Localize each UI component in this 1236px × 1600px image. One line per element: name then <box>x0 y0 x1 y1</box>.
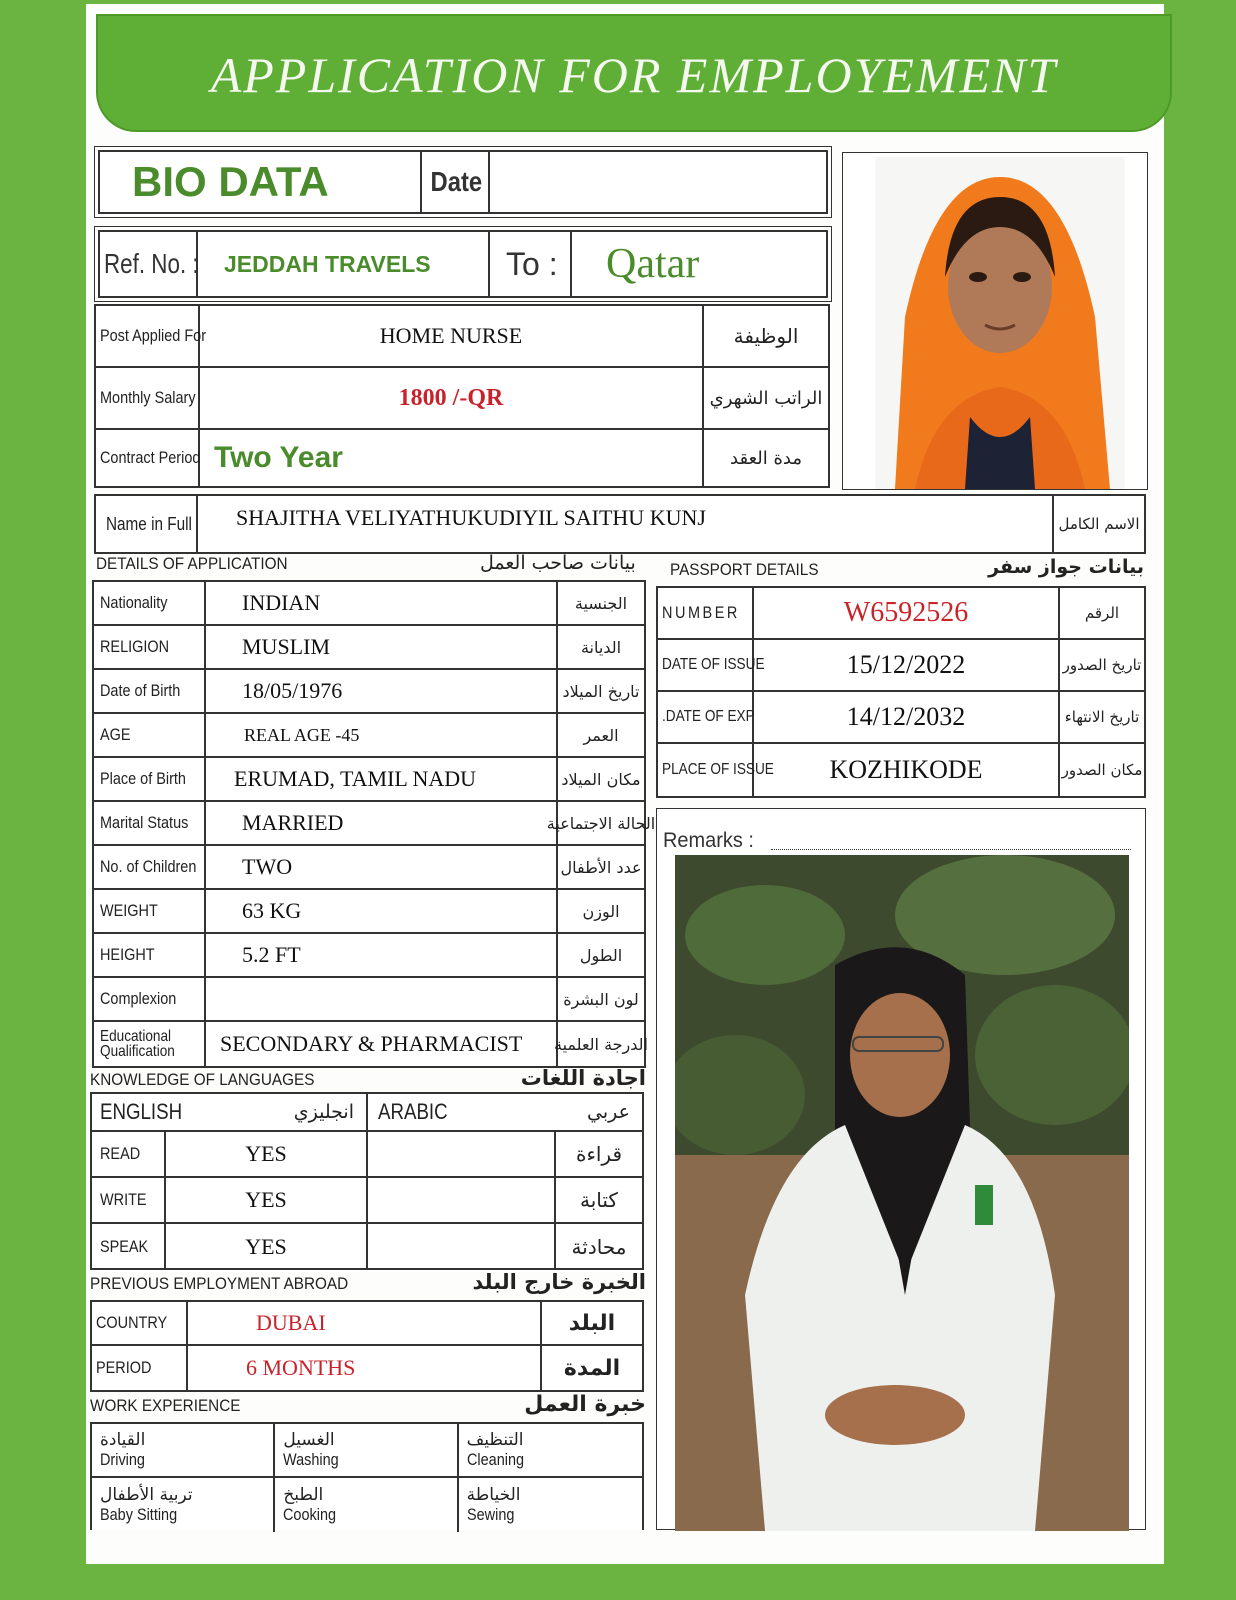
passport-ar: مكان الصدور <box>1061 761 1143 779</box>
passport-value: W6592526 <box>843 597 969 628</box>
arabic-ar: عربي <box>587 1101 630 1123</box>
country-label-cell <box>92 1302 188 1346</box>
detail-value-cell <box>206 802 558 846</box>
passport-value-cell <box>754 640 1060 692</box>
post-value: HOME NURSE <box>379 323 523 348</box>
country-label: COUNTRY <box>96 1313 168 1332</box>
detail-value: 18/05/1976 <box>242 678 343 703</box>
lang-english-value: YES <box>245 1187 287 1212</box>
detail-value: 5.2 FT <box>242 942 301 967</box>
detail-value: INDIAN <box>242 590 321 615</box>
detail-ar: الحالة الاجتماعية <box>546 813 656 833</box>
work-table <box>90 1422 644 1530</box>
passport-value-cell <box>754 692 1060 744</box>
passport-value: KOZHIKODE <box>829 755 983 784</box>
detail-ar-cell <box>558 846 644 890</box>
work-item-ar: التنظيف <box>466 1430 524 1450</box>
name-label-cell <box>96 496 198 552</box>
passport-value-cell <box>754 588 1060 640</box>
detail-label-cell <box>94 978 206 1022</box>
passport-label: DATE OF ISSUE <box>662 656 765 673</box>
detail-label-cell <box>94 714 206 758</box>
date-label: Date <box>430 166 483 197</box>
bio-data-cell <box>100 152 422 212</box>
detail-ar: تاريخ الميلاد <box>562 681 640 701</box>
details-heading: DETAILS OF APPLICATION <box>96 554 288 573</box>
detail-label: Place of Birth <box>100 769 186 788</box>
to-value-cell <box>572 232 826 296</box>
detail-value-cell <box>206 978 558 1022</box>
passport-ar-cell <box>1060 640 1144 692</box>
salary-label-cell <box>96 368 200 430</box>
detail-ar-cell <box>554 1022 648 1066</box>
passport-label: PLACE OF ISSUE <box>662 761 774 778</box>
period-label-cell <box>92 1346 188 1390</box>
lang-arabic-cell <box>368 1132 556 1178</box>
period-ar: المدة <box>563 1355 621 1381</box>
detail-label: Complexion <box>100 989 177 1008</box>
passport-label: NUMBER <box>662 603 740 622</box>
passport-table <box>656 586 1146 798</box>
detail-ar-cell <box>558 714 644 758</box>
passport-ar-cell <box>1060 692 1144 744</box>
country-value: DUBAI <box>256 1310 326 1335</box>
detail-ar-cell <box>558 670 644 714</box>
lang-ar-cell <box>556 1224 642 1270</box>
salary-value-cell <box>200 368 704 430</box>
name-label: Name in Full <box>106 513 192 534</box>
detail-value-cell <box>206 1022 558 1066</box>
detail-label: WEIGHT <box>100 901 158 920</box>
detail-value: TWO <box>242 854 293 879</box>
languages-table <box>90 1092 644 1270</box>
detail-ar: عدد الأطفال <box>560 857 642 877</box>
to-label: To : <box>506 245 558 282</box>
detail-ar: الديانة <box>580 637 622 657</box>
english-header <box>92 1094 368 1132</box>
lang-label: SPEAK <box>100 1237 149 1256</box>
work-item-ar: الطبخ <box>283 1485 324 1505</box>
detail-label: Educational Qualification <box>100 1028 175 1060</box>
contract-label-cell <box>96 430 200 486</box>
languages-heading: KNOWLEDGE OF LANGUAGES <box>90 1070 315 1089</box>
detail-value-cell <box>206 846 558 890</box>
post-value-cell <box>200 306 704 368</box>
detail-label: HEIGHT <box>100 945 155 964</box>
job-table <box>94 304 830 488</box>
bio-data-row <box>98 150 828 214</box>
passport-value: 14/12/2032 <box>846 702 966 731</box>
detail-label-cell <box>94 1022 206 1066</box>
lang-label-cell <box>92 1224 166 1270</box>
english-ar: انجليزي <box>293 1101 354 1123</box>
lang-arabic-cell <box>368 1178 556 1224</box>
detail-value: ERUMAD, TAMIL NADU <box>234 766 477 791</box>
remarks-box <box>656 808 1146 1530</box>
lang-ar-cell <box>556 1132 642 1178</box>
work-heading-ar: خبرة العمل <box>524 1392 646 1417</box>
detail-ar: لون البشرة <box>563 989 639 1009</box>
name-row <box>94 494 1146 554</box>
detail-ar: الدرجة العلمية <box>554 1034 648 1054</box>
lang-english-value: YES <box>245 1141 287 1166</box>
period-ar-cell <box>542 1346 642 1390</box>
period-label: PERIOD <box>96 1358 152 1377</box>
languages-heading-ar: اجادة اللغات <box>520 1066 646 1090</box>
detail-ar: العمر <box>583 725 619 745</box>
passport-ar: الرقم <box>1084 604 1120 622</box>
work-item-ar: القيادة <box>100 1430 146 1450</box>
lang-english-cell <box>166 1224 368 1270</box>
detail-label-cell <box>94 626 206 670</box>
lang-ar: قراءة <box>575 1142 623 1166</box>
portrait-image <box>875 157 1125 489</box>
period-value-cell <box>188 1346 542 1390</box>
contract-value-cell <box>200 430 704 486</box>
form-title: APPLICATION FOR EMPLOYEMENT <box>210 47 1058 103</box>
passport-label-cell <box>658 692 754 744</box>
country-ar: البلد <box>568 1310 616 1336</box>
name-ar-cell <box>1054 496 1144 552</box>
lang-english-cell <box>166 1132 368 1178</box>
work-item <box>459 1478 642 1532</box>
salary-ar: الراتب الشهري <box>709 387 823 409</box>
passport-heading-ar: بيانات جواز سفر <box>988 556 1144 578</box>
detail-value: SECONDARY & PHARMACIST <box>220 1031 523 1056</box>
detail-value-cell <box>206 582 558 626</box>
passport-label-cell <box>658 640 765 692</box>
detail-ar: الجنسية <box>574 593 628 613</box>
passport-label-cell <box>658 588 754 640</box>
passport-value-cell <box>754 744 1060 796</box>
detail-label: Marital Status <box>100 813 189 832</box>
passport-ar: تاريخ الانتهاء <box>1064 708 1140 726</box>
contract-ar-cell <box>704 430 828 486</box>
detail-label: RELIGION <box>100 637 170 656</box>
detail-value-cell <box>206 758 558 802</box>
previous-heading: PREVIOUS EMPLOYMENT ABROAD <box>90 1274 349 1293</box>
post-label: Post Applied For <box>100 326 207 345</box>
date-label-cell <box>422 152 490 212</box>
work-item-en: Driving <box>100 1450 145 1469</box>
detail-value: MUSLIM <box>242 634 331 659</box>
detail-label: Nationality <box>100 593 168 612</box>
detail-label: No. of Children <box>100 857 197 876</box>
detail-ar-cell <box>558 934 644 978</box>
passport-label: .DATE OF EXP <box>662 708 755 725</box>
detail-label-cell <box>94 582 206 626</box>
detail-value-cell <box>206 890 558 934</box>
period-value: 6 MONTHS <box>246 1355 356 1380</box>
ref-value: JEDDAH TRAVELS <box>224 250 431 277</box>
passport-heading: PASSPORT DETAILS <box>670 560 819 579</box>
date-field[interactable] <box>490 152 826 212</box>
ref-label-cell <box>100 232 198 296</box>
detail-label: AGE <box>100 725 131 744</box>
detail-value-cell <box>206 714 558 758</box>
work-item-en: Baby Sitting <box>100 1505 178 1524</box>
passport-value: 15/12/2022 <box>846 650 966 679</box>
lang-label-cell <box>92 1132 166 1178</box>
passport-ar-cell <box>1060 588 1144 640</box>
passport-ar: تاريخ الصدور <box>1062 656 1142 674</box>
post-label-cell <box>96 306 207 368</box>
name-value: SHAJITHA VELIYATHUKUDIYIL SAITHU KUNJ <box>236 505 706 530</box>
name-ar: الاسم الكامل <box>1058 515 1140 533</box>
face-2 <box>850 993 950 1117</box>
lang-ar: كتابة <box>580 1188 618 1212</box>
remarks-label: Remarks : <box>663 829 754 852</box>
applicant-portrait <box>875 157 1125 489</box>
ref-label: Ref. No. : <box>104 248 199 279</box>
work-item-en: Cooking <box>283 1505 337 1524</box>
lang-label: WRITE <box>100 1190 147 1209</box>
work-item <box>275 1478 458 1532</box>
contract-value: Two Year <box>214 441 343 474</box>
previous-heading-ar: الخبرة خارج البلد <box>472 1270 646 1294</box>
remarks-line <box>771 849 1131 850</box>
country-ar-cell <box>542 1302 642 1346</box>
detail-value: MARRIED <box>242 810 344 835</box>
lang-english-value: YES <box>245 1234 287 1259</box>
salary-label: Monthly Salary <box>100 388 196 407</box>
country-value-cell <box>188 1302 542 1346</box>
detail-label-cell <box>94 846 206 890</box>
ref-row <box>98 230 828 298</box>
detail-ar: مكان الميلاد <box>561 769 641 789</box>
lang-ar-cell <box>556 1178 642 1224</box>
applicant-photo-frame <box>842 152 1148 490</box>
ref-value-cell <box>198 232 490 296</box>
detail-label-cell <box>94 758 206 802</box>
work-item-ar: الخياطة <box>466 1485 521 1505</box>
detail-value-cell <box>206 626 558 670</box>
detail-ar-cell <box>558 890 644 934</box>
contract-label: Contract Period <box>100 448 201 467</box>
name-value-cell <box>198 496 1054 552</box>
to-label-cell <box>490 232 572 296</box>
work-item <box>459 1424 642 1478</box>
arabic-label: ARABIC <box>378 1099 448 1124</box>
title-banner <box>96 14 1172 132</box>
detail-value: 63 KG <box>242 898 302 923</box>
salary-value: 1800 /-QR <box>398 384 504 411</box>
detail-ar-cell <box>546 802 656 846</box>
detail-label-cell <box>94 934 206 978</box>
full-photo-image <box>675 855 1129 1531</box>
work-item-en: Washing <box>283 1450 340 1469</box>
detail-ar-cell <box>558 582 644 626</box>
detail-ar-cell <box>558 978 644 1022</box>
contract-ar: مدة العقد <box>730 447 802 469</box>
previous-table <box>90 1300 644 1392</box>
work-item-en: Cleaning <box>466 1450 524 1469</box>
passport-ar-cell <box>1060 744 1144 796</box>
detail-ar-cell <box>558 758 644 802</box>
post-ar: الوظيفة <box>733 324 799 348</box>
lang-english-cell <box>166 1178 368 1224</box>
detail-value-cell <box>206 670 558 714</box>
bio-data-title: BIO DATA <box>132 158 329 205</box>
detail-ar: الوزن <box>582 901 620 921</box>
english-label: ENGLISH <box>100 1099 183 1124</box>
detail-label-cell <box>94 802 206 846</box>
work-item <box>275 1424 458 1478</box>
details-table <box>92 580 656 1068</box>
detail-label-cell <box>94 890 206 934</box>
work-item-ar: الغسيل <box>283 1430 335 1450</box>
arabic-header <box>368 1094 642 1132</box>
details-heading-ar: بيانات صاحب العمل <box>480 552 636 574</box>
detail-value-cell <box>206 934 558 978</box>
lang-label-cell <box>92 1178 166 1224</box>
salary-ar-cell <box>704 368 828 430</box>
work-heading: WORK EXPERIENCE <box>90 1396 241 1415</box>
lang-label: READ <box>100 1144 141 1163</box>
lang-arabic-cell <box>368 1224 556 1270</box>
work-item <box>92 1424 275 1478</box>
post-ar-cell <box>704 306 828 368</box>
detail-label: Date of Birth <box>100 681 181 700</box>
work-item-ar: تربية الأطفال <box>100 1485 193 1505</box>
work-item <box>92 1478 275 1532</box>
passport-label-cell <box>658 744 774 796</box>
detail-ar-cell <box>558 626 644 670</box>
detail-ar: الطول <box>579 945 623 965</box>
to-value: Qatar <box>606 241 700 287</box>
applicant-full-photo <box>675 855 1129 1531</box>
detail-value: REAL AGE -45 <box>244 724 360 745</box>
work-item-en: Sewing <box>466 1505 515 1524</box>
lang-ar: محادثة <box>571 1235 627 1259</box>
detail-label-cell <box>94 670 206 714</box>
